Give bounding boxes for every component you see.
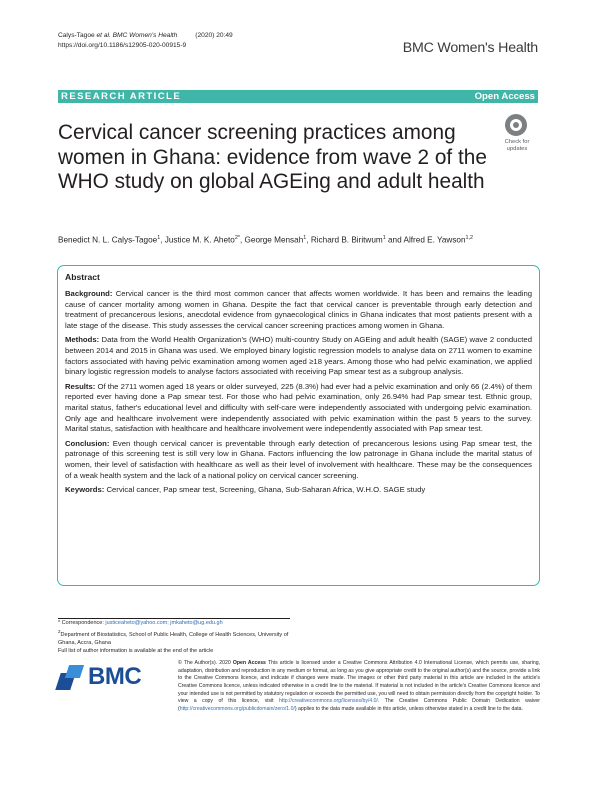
footnote-divider (58, 618, 290, 619)
author-name[interactable]: George Mensah (244, 235, 304, 245)
cc-zero-waiver-link[interactable]: http://creativecommons.org/publicdomain/zero/1.0/ (179, 705, 295, 712)
author-affiliation-sup: 2* (234, 235, 240, 241)
license-text: © The Author(s). 2020 Open Access This article is licensed under a Creative Commons Attribution 4.0 International License, which permits use, sharing, adaptation, distribution and reproduction in any medium or format, as long as you give appropriate credit to the original author(s) and the source, provide a link to the Creative Commons licence, and indicate if changes were made. The images or other third party material in this article are included in the article's Creative Commons licence, unless indicated otherwise in a credit line to the material. If material is not included in the article's Creative Commons licence and your intended use is not permitted by statutory regulation or exceeds the permitted use, you will need to obtain permission directly from the copyright holder. To view a copy of this licence, visit http://creativecommons.org/licenses/by/4.0/. The Creative Commons Public Domain Dedication waiver (http://creativecommons.org/publicdomain/zero/1.0/) applies to the data made available in this article, unless otherwise stated in a credit line to the data. (178, 660, 540, 712)
header-journal: BMC Women's Health (112, 32, 178, 39)
author-affiliation-sup: 1 (382, 235, 386, 241)
abstract-heading: Abstract (65, 272, 100, 282)
author-info-note: Full list of author information is available at the end of the article (58, 647, 214, 654)
abstract-results: Results: Of the 2711 women aged 18 years or older surveyed, 225 (8.3%) had ever had a pelvic examination and only 66 (2.4%) of them reported ever having done a Pap smear test. For those who had pelvic examination, only 26.94% had Pap smear test. Ethnic group, marital status, father's educational level and difficulty with self-care were independently associated with undergoing pelvic examination. Only age and healthcare involvement were independently associated with pelvic examination within the past 5 years to the survey. Marital status, satisfaction with healthcare and healthcare involvement were independently associated with Pap smear test. (65, 381, 532, 434)
citation-line (58, 31, 233, 41)
abstract-background: Background: Cervical cancer is the third most common cancer that affects women worldwide. It has been and remains the leading cause of cancer mortality among women in Ghana. Despite the fact that cervical cancer is preventable through early detection and treatment of precancerous lesions, anecdotal evidence from gynaecological clinics in Ghana indicates that most patients present with a late stage of the disease. This study assesses the cervical cancer screening practices among women in Ghana. (65, 289, 533, 330)
footnotes (58, 620, 298, 655)
check-updates-icon (505, 114, 527, 136)
journal-brand: BMC Women's Health (402, 40, 538, 56)
doi-link[interactable]: https://doi.org/10.1186/s12905-020-00915-9 (58, 41, 187, 49)
author-name[interactable]: Justice M. K. Aheto (164, 235, 235, 245)
bmc-logo (58, 665, 148, 692)
author-affiliation-sup: 1 (303, 235, 307, 241)
abstract-methods: Methods: Data from the World Health Organization's (WHO) multi-country Study on AGEing and adult health (SAGE) wave 2 conducted between 2014 and 2015 in Ghana was used. We employed binary logistic regression models to analyse data on 2711 women to examine factors associated with having pelvic examination among women aged ≥18 years. Among those who had pelvic examination, we applied binary logistic regression models to analyse factors associated with receiving Pap smear test as a subgroup analysis. (65, 335, 532, 377)
license-open-access: Open Access (232, 660, 266, 666)
article-title: Cervical cancer screening practices among women in Ghana: evidence from wave 2 of the WHO study on global AGEing and adult health (58, 121, 487, 194)
affiliation: $^2$Department of Biostatistics, School of Public Health, College of Health Sciences, University of Ghana, Accra, Ghana (58, 628, 289, 646)
abstract-conclusion: Conclusion: Even though cervical cancer is preventable through early detection of precancerous lesions using Pap smear test, the patronage of this screening test is still very low in Ghana. Factors influencing the low patronage in Ghana include the marital status of women, their level of satisfaction with healthcare as well as their level of involvement with healthcare. These may be the consequences of a weak health system and the lack of a national policy on cervical cancer screening. (65, 438, 532, 480)
header-et-al: et al. (94, 32, 111, 39)
author-name[interactable]: Benedict N. L. Calys-Tagoe (58, 235, 158, 245)
header-authors: Calys-Tagoe (58, 32, 95, 39)
open-access-label: Open Access (474, 91, 535, 102)
header-year-volume: (2020) 20:49 (195, 32, 233, 39)
author-affiliation-sup: 1,2 (465, 235, 474, 241)
running-header (58, 31, 233, 50)
bmc-logo-text: BMC (88, 663, 142, 690)
author-list: Benedict N. L. Calys-Tagoe$^1$, Justice M. K. Aheto$^{2*}$, George Mensah$^1$, Richard B. Biritwum$^1$ and Alfred E. Yawson$^{1,2}$ (58, 235, 474, 245)
author-name[interactable]: Alfred E. Yawson (403, 235, 466, 245)
author-affiliation-sup: 1 (157, 235, 161, 241)
article-type: RESEARCH ARTICLE (61, 91, 182, 102)
abstract-box (57, 265, 540, 586)
correspondence-email-link[interactable]: justiceaheto@yahoo.com; jmkaheto@ug.edu.gh (105, 620, 223, 626)
author-name[interactable]: Richard B. Biritwum (310, 235, 383, 245)
cc-by-license-link[interactable]: http://creativecommons.org/licenses/by/4.0/ (279, 698, 378, 705)
check-for-updates-badge[interactable] (497, 114, 537, 156)
correspondence: * Correspondence: justiceaheto@yahoo.com; jmkaheto@ug.edu.gh (58, 620, 223, 626)
bmc-logo-mark-light (65, 665, 84, 678)
check-updates-text: Check for updates (504, 139, 530, 152)
article-type-banner (58, 90, 538, 103)
abstract-keywords: Keywords: Cervical cancer, Pap smear test, Screening, Ghana, Sub-Saharan Africa, W.H.O. SAGE study (65, 485, 426, 495)
